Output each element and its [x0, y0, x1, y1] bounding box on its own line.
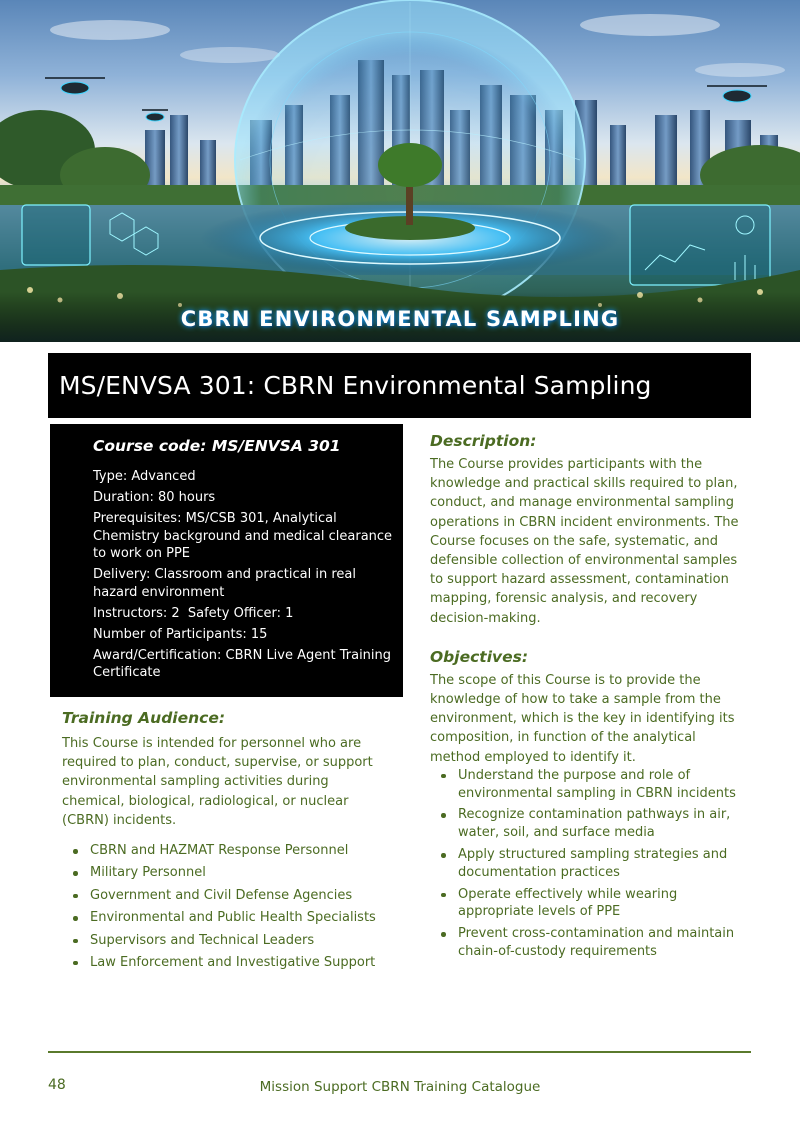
training-audience-section [62, 708, 392, 976]
list-item: Supervisors and Technical Leaders [90, 932, 392, 950]
page-number: 48 [48, 1077, 66, 1093]
objectives-heading: Objectives: [430, 647, 529, 666]
list-item: Prevent cross-contamination and maintain chain-of-custody requirements [458, 925, 742, 961]
list-item: Government and Civil Defense Agencies [90, 887, 392, 905]
description-text: The Course provides participants with the knowledge and practical skills required to plan, conduct, and manage environmental sampling operations in CBRN incident environments. The Course focuses on the safe, systematic, and defensible collection of environmental samples to support hazard assessment, contamination mapping, forensic analysis, and recovery decision-making. [430, 457, 739, 626]
description-heading: Description: [430, 432, 537, 450]
course-participants: Number of Participants: 15 [93, 626, 268, 642]
hero-title: CBRN ENVIRONMENTAL SAMPLING [180, 307, 620, 331]
objectives-list [458, 767, 742, 961]
course-prerequisites: Prerequisites: MS/CSB 301, Analytical Chemistry background and medical clearance to work on PPE [93, 510, 393, 562]
list-item: Military Personnel [90, 864, 392, 882]
course-type: Type: Advanced [93, 469, 196, 484]
course-title-bar [48, 353, 751, 418]
audience-list [90, 842, 392, 972]
list-item: CBRN and HAZMAT Response Personnel [90, 842, 392, 860]
list-item: Understand the purpose and role of environmental sampling in CBRN incidents [458, 767, 742, 803]
list-item: Recognize contamination pathways in air, water, soil, and surface media [458, 806, 742, 842]
course-award: Award/Certification: CBRN Live Agent Training Certificate [93, 647, 392, 681]
hero-illustration [0, 0, 800, 342]
footer-divider [48, 1051, 751, 1053]
list-item: Environmental and Public Health Specialists [90, 909, 392, 927]
right-column [430, 431, 742, 965]
list-item: Operate effectively while wearing appropriate levels of PPE [458, 886, 742, 922]
list-item: Apply structured sampling strategies and documentation practices [458, 846, 742, 882]
objectives-intro: The scope of this Course is to provide the knowledge of how to take a sample from the environment, which is the key in identifying its composition, in function of the analytical method employed to identify it. [430, 672, 735, 765]
list-item: Law Enforcement and Investigative Support [90, 954, 392, 972]
course-info-box [50, 424, 403, 697]
training-audience-intro: This Course is intended for personnel who are required to plan, conduct, supervise, or support environmental sampling activities during chemical, biological, radiological, or nuclear (CBRN) incidents. [62, 736, 373, 828]
training-audience-heading: Training Audience: [62, 709, 226, 727]
course-instructors: Instructors: 2 Safety Officer: 1 [93, 605, 294, 621]
course-title: MS/ENVSA 301: CBRN Environmental Sampling [59, 371, 652, 400]
course-duration: Duration: 80 hours [93, 489, 216, 505]
course-code: Course code: MS/ENVSA 301 [93, 437, 341, 455]
footer-catalogue-title: Mission Support CBRN Training Catalogue [259, 1079, 541, 1095]
hero-banner [0, 0, 800, 342]
course-delivery: Delivery: Classroom and practical in real hazard environment [93, 567, 356, 600]
